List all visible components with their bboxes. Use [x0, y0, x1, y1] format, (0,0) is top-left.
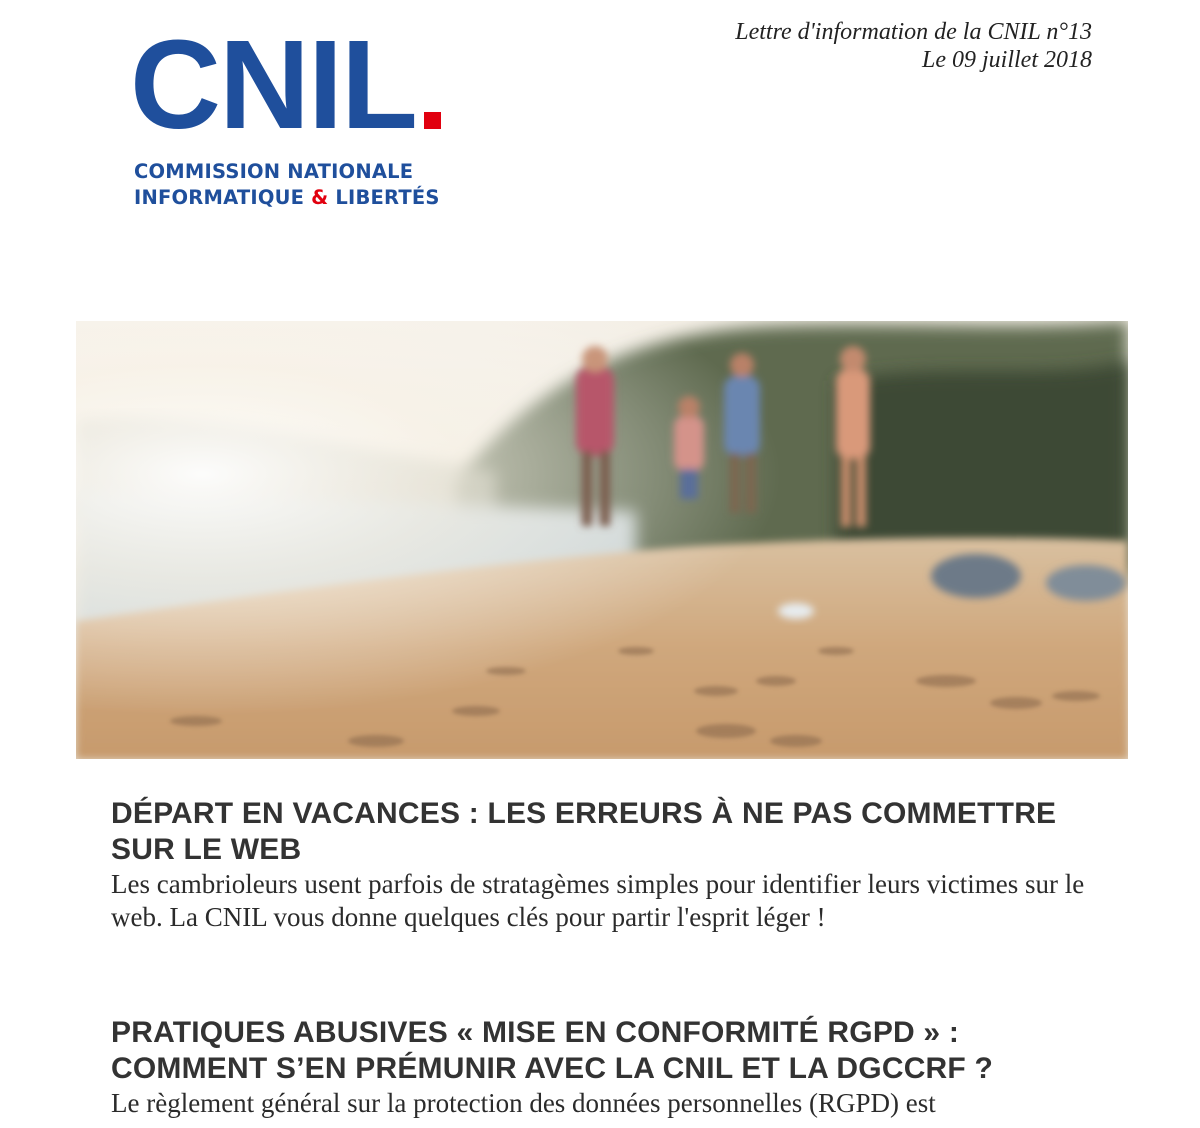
article-title[interactable]: DÉPART EN VACANCES : LES ERREURS À NE PAS COMMETTRE SUR LE WEB: [111, 797, 1057, 866]
issue-number: Lettre d'information de la CNIL n°13: [735, 19, 1092, 45]
logo-line2-part1: INFORMATIQUE: [134, 186, 312, 209]
logo-wordmark: CNIL: [130, 14, 416, 155]
logo-ampersand: &: [311, 186, 329, 209]
article-pratiques-abusives: [111, 1015, 1111, 1120]
article-depart-vacances: [111, 796, 1111, 934]
newsletter-issue-info: [735, 18, 1092, 74]
logo-line-commission: COMMISSION NATIONALE: [134, 160, 414, 183]
logo-line2-part2: LIBERTÉS: [328, 186, 440, 209]
issue-date: Le 09 juillet 2018: [922, 47, 1092, 73]
article-title[interactable]: PRATIQUES ABUSIVES « MISE EN CONFORMITÉ RGPD » : COMMENT S’EN PRÉMUNIR AVEC LA CNIL ET LA DGCCRF ?: [111, 1016, 994, 1085]
article-summary: Les cambrioleurs usent parfois de stratagèmes simples pour identifier leurs victimes sur le web. La CNIL vous donne quelques clés pour partir l'esprit léger !: [111, 869, 1085, 932]
cnil-logo[interactable]: [130, 14, 460, 209]
hero-beach-image[interactable]: [76, 321, 1128, 759]
article-summary: Le règlement général sur la protection des données personnelles (RGPD) est: [111, 1088, 936, 1118]
logo-red-dot: [424, 112, 441, 129]
logo-line-informatique: [134, 186, 440, 209]
